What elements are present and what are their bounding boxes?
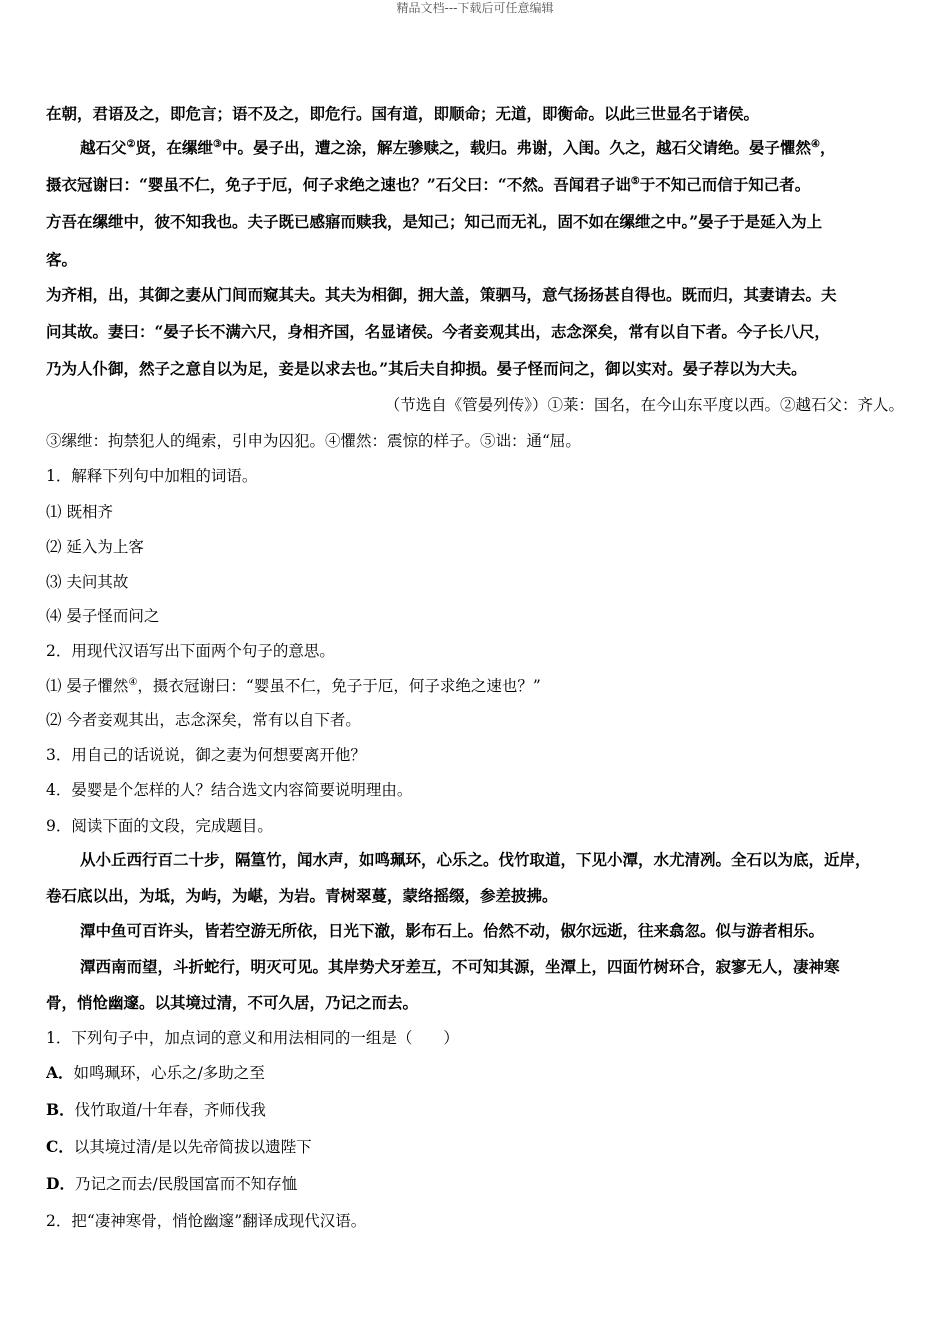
passage-line: 为齐相，出，其御之妻从门间而窥其夫。其夫为相御，拥大盖，策驷马，意气扬扬甚自得也。既而归，其妻请去。夫 bbox=[46, 285, 837, 304]
dotted-char: 既 bbox=[66, 503, 82, 521]
question-9-2: 2．把“凄神寒骨，悄怆幽邃”翻译成现代汉语。 bbox=[46, 1212, 367, 1230]
question-1: 1．解释下列句中加粗的词语。 bbox=[46, 467, 258, 485]
dotted-char: 伐 bbox=[234, 1101, 251, 1119]
passage-line: 潭西南而望，斗折蛇行，明灭可见。其岸势犬牙差互，不可知其源，坐潭上，四面竹树环合，寂寥无人，凄神寒 bbox=[80, 957, 840, 976]
question-4: 4．晏婴是个怎样的人？结合选文内容简要说明理由。 bbox=[46, 781, 413, 799]
passage-line: 潭中鱼可百许头，皆若空游无所依，日光下澈，影布石上。佁然不动，俶尔远逝，往来翕忽。似与游者相乐。 bbox=[80, 921, 825, 940]
passage-line: 在朝，君语及之，即危言；语不及之，即危行。国有道，即顺命；无道，即衡命。以此三世显名于诸侯。 bbox=[46, 104, 760, 123]
dotted-char: 而 bbox=[219, 1175, 236, 1193]
dotted-char: 伐 bbox=[74, 1101, 91, 1119]
question-2-item-2: ⑵ 今者妾观其出，志念深矣，常有以自下者。 bbox=[46, 711, 361, 729]
passage-line: 骨，悄怆幽邃。以其境过清，不可久居，乃记之而去。 bbox=[46, 993, 419, 1012]
option-b: B．伐竹取道/十年春，齐师伐我 bbox=[46, 1100, 266, 1119]
dotted-char: 以 bbox=[73, 1138, 90, 1156]
passage-line: 乃为人仆御，然子之意自以为足，妾是以求去也。”其后夫自抑损。晏子怪而问之，御以实对。晏子荐以为大夫。 bbox=[46, 359, 807, 378]
source-note: （节选自《管晏列传》）①莱：国名，在今山东平度以西。②越石父：齐人。 bbox=[384, 396, 904, 414]
question-1-item-2: ⑵ 延入为上客 bbox=[46, 538, 144, 556]
option-d: D．乃记之而去/民殷国富而不知存恤 bbox=[46, 1174, 298, 1193]
question-1-item-4: ⑷ 晏子怪而问之 bbox=[46, 607, 160, 625]
question-2-item-1: ⑴ 晏子懼然④，摄衣冠谢曰：“婴虽不仁，免子于厄，何子求绝之速也？” bbox=[46, 676, 541, 695]
passage-line: 问其故。妻曰：“晏子长不满六尺，身相齐国，名显诸侯。今者妾观其出，志念深矣，常有以自下者。今子长八尺， bbox=[46, 322, 830, 341]
dotted-char: 以 bbox=[172, 1138, 188, 1156]
question-1-item-3: ⑶ 夫问其故 bbox=[46, 573, 129, 591]
passage-line: 客。 bbox=[46, 250, 78, 269]
passage-line: 摄衣冠谢曰：“婴虽不仁，免子于厄，何子求绝之速也？”石父曰：“不然。吾闻君子诎⑤于不知己而信于知己者。 bbox=[46, 175, 811, 194]
dotted-char: 而 bbox=[121, 1175, 137, 1193]
footnotes: ③缧绁：拘禁犯人的绳索，引申为囚犯。④懼然：震惊的样子。⑤诎：通“屈。 bbox=[46, 432, 581, 450]
passage-line: 方吾在缧绁中，彼不知我也。夫子既已感寤而赎我，是知己；知己而无礼，固不如在缧绁之中。”晏子于是延入为上 bbox=[46, 212, 823, 231]
question-1-item-1: ⑴ 既相齐 bbox=[46, 503, 113, 521]
question-9-1: 1．下列句子中，加点词的意义和用法相同的一组是（ ） bbox=[46, 1029, 459, 1047]
dotted-char: 之 bbox=[182, 1064, 198, 1082]
dotted-char: 之 bbox=[233, 1064, 250, 1082]
page-header: 精品文档---下载后可任意编辑 bbox=[396, 1, 554, 15]
question-2: 2．用现代汉语写出下面两个句子的意思。 bbox=[46, 642, 335, 660]
passage-line: 从小丘西行百二十步，隔篁竹，闻水声，如鸣珮环，心乐之。伐竹取道，下见小潭，水尤清冽。全石以为底，近岸， bbox=[80, 850, 871, 869]
passage-line: 越石父②贤，在缧绁③中。晏子出，遭之涂，解左骖赎之，载归。弗谢，入闺。久之，越石父请绝。晏子懼然④， bbox=[80, 138, 836, 157]
option-a: A．如鸣珮环，心乐之/多助之至 bbox=[46, 1063, 265, 1082]
section-9-title: 9．阅读下面的文段，完成题目。 bbox=[46, 817, 273, 835]
question-3: 3．用自己的话说说，御之妻为何想要离开他？ bbox=[46, 746, 366, 764]
option-c: C．以其境过清/是以先帝简拔以遗陛下 bbox=[46, 1137, 312, 1156]
passage-line: 卷石底以出，为坻，为屿，为嵁，为岩。青树翠蔓，蒙络摇缀，参差披拂。 bbox=[46, 886, 558, 905]
